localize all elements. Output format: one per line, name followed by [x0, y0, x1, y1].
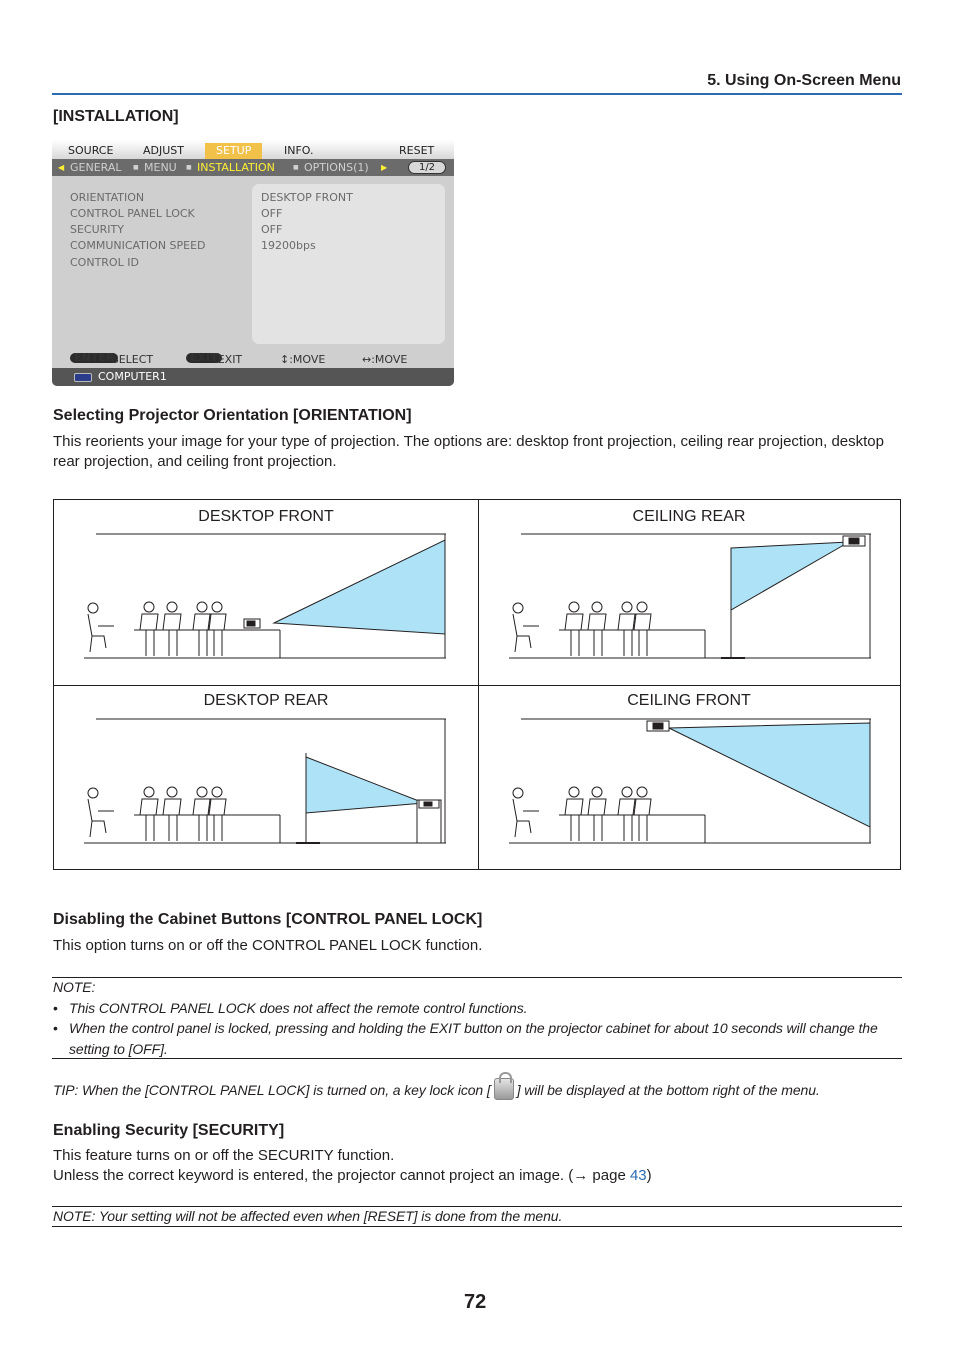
cell-label-desktop-rear: DESKTOP REAR [203, 692, 329, 709]
osd-separator-icon: ■ [293, 164, 299, 171]
osd-label-control-panel-lock[interactable]: CONTROL PANEL LOCK [70, 207, 195, 220]
chapter-title: 5. Using On-Screen Menu [707, 72, 901, 89]
desktop-rear-illustration [84, 715, 454, 845]
osd-source-bar [52, 368, 454, 386]
osd-label-control-id[interactable]: CONTROL ID [70, 256, 139, 269]
computer-input-icon [74, 373, 92, 382]
osd-footer-exit: :EXIT [214, 353, 243, 366]
osd-footer [52, 350, 454, 368]
orientation-diagram-grid [53, 499, 901, 870]
osd-tab-adjust[interactable]: ADJUST [143, 144, 184, 157]
installation-heading: [INSTALLATION] [53, 108, 179, 125]
ceiling-rear-illustration [509, 530, 879, 660]
note-rule-bottom [52, 1058, 902, 1059]
osd-separator-icon: ■ [133, 164, 139, 171]
osd-label-orientation[interactable]: ORIENTATION [70, 191, 145, 204]
control-panel-lock-heading: Disabling the Cabinet Buttons [CONTROL PANEL LOCK] [53, 911, 483, 928]
control-panel-lock-description: This option turns on or off the CONTROL PANEL LOCK function. [53, 937, 483, 954]
osd-subtab-options[interactable]: OPTIONS(1) [304, 161, 369, 174]
osd-page-indicator: 1/2 [408, 161, 446, 174]
osd-left-arrow-icon: ◀ [58, 163, 65, 172]
osd-subtab-menu[interactable]: MENU [144, 161, 177, 174]
osd-value-security: OFF [261, 223, 283, 236]
osd-subtab-general[interactable]: GENERAL [70, 161, 122, 174]
osd-value-orientation: DESKTOP FRONT [261, 191, 353, 204]
osd-separator-icon: ■ [186, 164, 192, 171]
osd-subtab-bar [52, 159, 454, 176]
page-number: 72 [464, 1291, 487, 1313]
orientation-description: This reorients your image for your type of projection. The options are: desktop front projection, ceiling rear projection, desktop rear projection, and ceiling front projection. [53, 433, 884, 470]
exit-key-icon: EXIT [186, 353, 222, 363]
security-note: NOTE: Your setting will not be affected even when [RESET] is done from the menu. [53, 1208, 563, 1224]
osd-value-communication-speed: 19200bps [261, 239, 316, 252]
osd-subtab-installation[interactable]: INSTALLATION [197, 161, 275, 174]
osd-tab-bar [52, 140, 454, 159]
orientation-heading: Selecting Projector Orientation [ORIENTATION] [53, 407, 412, 424]
osd-body [52, 176, 454, 350]
osd-label-security[interactable]: SECURITY [70, 223, 124, 236]
cell-label-ceiling-front: CEILING FRONT [627, 692, 751, 709]
osd-menu [52, 140, 454, 386]
osd-footer-select: :SELECT [108, 353, 154, 366]
security-note-rule-bottom [52, 1226, 902, 1227]
control-panel-lock-note [53, 977, 905, 1059]
osd-source-name: COMPUTER1 [98, 370, 167, 383]
cell-label-desktop-front: DESKTOP FRONT [198, 508, 334, 525]
security-heading: Enabling Security [SECURITY] [53, 1122, 285, 1139]
osd-value-control-panel-lock: OFF [261, 207, 283, 220]
osd-tab-setup[interactable]: SETUP [205, 143, 262, 159]
security-line-1: This feature turns on or off the SECURITY function. [53, 1147, 395, 1164]
control-panel-lock-tip: TIP: When the [CONTROL PANEL LOCK] is turned on, a key lock icon [ ] will be displayed at the bottom right of the menu. [53, 1078, 905, 1101]
ceiling-front-illustration [509, 715, 879, 845]
page-43-link[interactable]: 43 [629, 1167, 647, 1184]
grid-divider-horizontal [54, 685, 900, 686]
osd-footer-move-vertical: ↕:MOVE [280, 353, 326, 366]
audience-group [88, 602, 226, 656]
osd-tab-info[interactable]: INFO. [284, 144, 314, 157]
osd-label-communication-speed[interactable]: COMMUNICATION SPEED [70, 239, 206, 252]
note-bullet: • When the control panel is locked, pressing and holding the EXIT button on the projector cabinet for about 10 seconds will change the setting to [OFF]. [53, 1020, 878, 1057]
cell-label-ceiling-rear: CEILING REAR [632, 508, 746, 525]
enter-key-icon: ENTER [70, 353, 118, 363]
osd-right-arrow-icon: ▶ [381, 163, 388, 172]
security-line-2: Unless the correct keyword is entered, the projector cannot project an image. (→ page 43) [53, 1167, 652, 1184]
desktop-front-illustration [84, 530, 454, 660]
note-bullet: • This CONTROL PANEL LOCK does not affect the remote control functions. [53, 999, 528, 1016]
osd-footer-move-horizontal: ↔:MOVE [362, 353, 408, 366]
osd-tab-source[interactable]: SOURCE [68, 144, 114, 157]
header-rule [52, 93, 902, 95]
key-lock-icon [494, 1078, 514, 1100]
note-label: NOTE: [53, 979, 96, 995]
osd-tab-reset[interactable]: RESET [399, 144, 435, 157]
